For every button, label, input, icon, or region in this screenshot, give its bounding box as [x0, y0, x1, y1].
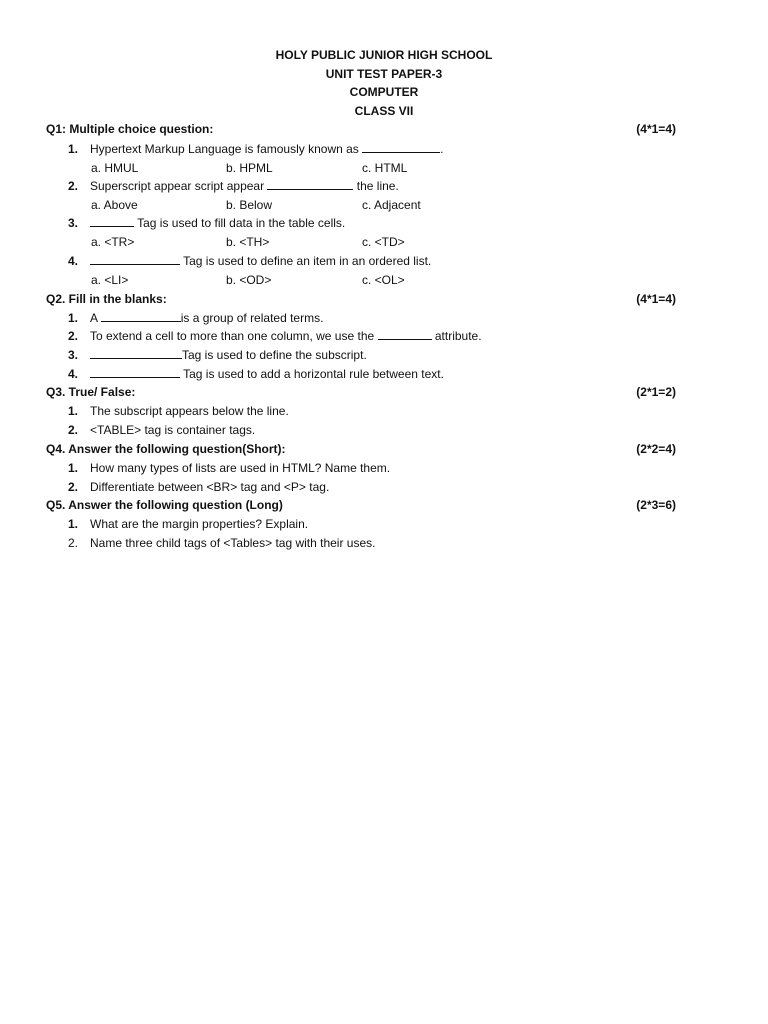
q1-marks: (4*1=4): [636, 122, 676, 136]
question-text-end: .: [440, 142, 444, 156]
q1-2-option-c: c. Adjacent: [362, 198, 421, 212]
question-text-end: the line.: [356, 179, 399, 193]
question-text: Hypertext Markup Language is famously known as: [90, 142, 359, 156]
item-number: 3.: [68, 348, 79, 362]
q1-2-option-b: b. Below: [226, 198, 273, 212]
q1-title: Q1: Multiple choice question:: [46, 122, 214, 136]
q5-marks: (2*3=6): [636, 498, 676, 512]
q2-item-4: [68, 367, 444, 381]
q2-item-3: [68, 348, 367, 362]
q1-4-option-a: a. <LI>: [91, 273, 129, 287]
q2-item-2: [68, 329, 482, 343]
class-title: CLASS VII: [354, 104, 414, 118]
question-text: Superscript appear script appear: [90, 179, 265, 193]
question-text: Name three child tags of <Tables> tag with their uses.: [90, 536, 376, 550]
q1-1-option-c: c. HTML: [362, 161, 408, 175]
q2-item-1: [68, 311, 323, 325]
question-text: A: [90, 311, 98, 325]
paper-title: UNIT TEST PAPER-3: [325, 67, 443, 81]
item-number: 1.: [68, 517, 79, 531]
school-name: HOLY PUBLIC JUNIOR HIGH SCHOOL: [275, 48, 493, 62]
item-number: 3.: [68, 216, 79, 230]
q1-2-option-a: a. Above: [91, 198, 138, 212]
question-text-end: Tag is used to define the subscript.: [182, 348, 367, 362]
q3-marks: (2*1=2): [636, 385, 676, 399]
q1-3-option-b: b. <TH>: [226, 235, 270, 249]
q1-4-option-b: b. <OD>: [226, 273, 272, 287]
question-text-end: attribute.: [434, 329, 482, 343]
question-text: <TABLE> tag is container tags.: [90, 423, 256, 437]
q1-1-option-b: b. HPML: [226, 161, 273, 175]
q1-item-2: [68, 179, 399, 193]
question-text: The subscript appears below the line.: [90, 404, 289, 418]
q5-item-1: [68, 517, 308, 531]
item-number: 1.: [68, 142, 79, 156]
q1-item-3: [68, 216, 345, 230]
item-number: 2.: [68, 329, 79, 343]
question-text-end: is a group of related terms.: [180, 311, 324, 325]
question-text-end: Tag is used to define an item in an ordered list.: [183, 254, 432, 268]
q1-4-option-c: c. <OL>: [362, 273, 405, 287]
q4-marks: (2*2=4): [636, 442, 676, 456]
answer-blank: [362, 142, 440, 153]
q4-title: Q4. Answer the following question(Short):: [46, 442, 286, 456]
item-number: 2.: [68, 536, 79, 550]
answer-blank: [267, 179, 353, 190]
question-text-end: Tag is used to add a horizontal rule between text.: [183, 367, 444, 381]
item-number: 4.: [68, 367, 79, 381]
question-text: Differentiate between <BR> tag and <P> tag.: [90, 480, 330, 494]
q4-item-1: [68, 461, 390, 475]
q1-3-option-c: c. <TD>: [362, 235, 405, 249]
item-number: 2.: [68, 423, 79, 437]
answer-blank: [90, 367, 180, 378]
question-text-end: Tag is used to fill data in the table cells.: [137, 216, 346, 230]
question-text: What are the margin properties? Explain.: [90, 517, 309, 531]
item-number: 1.: [68, 461, 79, 475]
q5-item-2: [68, 536, 376, 550]
q1-item-1: [68, 142, 444, 156]
q3-title: Q3. True/ False:: [46, 385, 136, 399]
q3-item-1: [68, 404, 289, 418]
answer-blank: [90, 216, 134, 227]
item-number: 4.: [68, 254, 79, 268]
q2-title: Q2. Fill in the blanks:: [46, 292, 167, 306]
question-text: How many types of lists are used in HTML? Name them.: [90, 461, 391, 475]
question-text: To extend a cell to more than one column, we use the: [90, 329, 375, 343]
q3-item-2: [68, 423, 255, 437]
answer-blank: [378, 329, 432, 340]
q2-marks: (4*1=4): [636, 292, 676, 306]
item-number: 1.: [68, 404, 79, 418]
q1-3-option-a: a. <TR>: [91, 235, 135, 249]
q1-item-4: [68, 254, 431, 268]
q1-1-option-a: a. HMUL: [91, 161, 139, 175]
answer-blank: [90, 348, 182, 359]
item-number: 2.: [68, 179, 79, 193]
q5-title: Q5. Answer the following question (Long): [46, 498, 283, 512]
subject-title: COMPUTER: [349, 85, 419, 99]
answer-blank: [90, 254, 180, 265]
item-number: 1.: [68, 311, 79, 325]
answer-blank: [101, 311, 181, 322]
item-number: 2.: [68, 480, 79, 494]
q4-item-2: [68, 480, 329, 494]
